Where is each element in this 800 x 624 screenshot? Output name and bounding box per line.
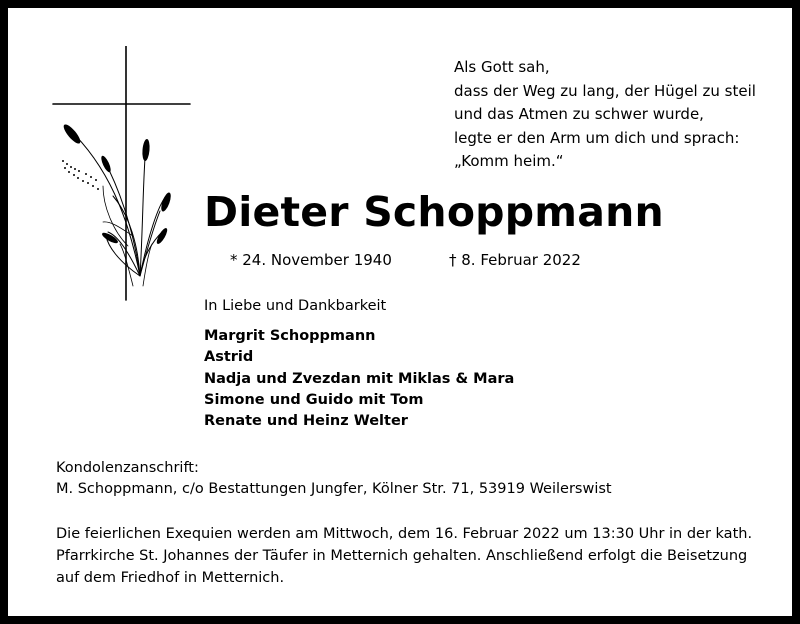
cross-with-wheat-icon bbox=[48, 46, 198, 308]
mourner-name: Simone und Guido mit Tom bbox=[204, 391, 424, 408]
poem-line: dass der Weg zu lang, der Hügel zu steil bbox=[454, 81, 756, 100]
deceased-name: Dieter Schoppmann bbox=[204, 188, 664, 236]
poem-line: legte er den Arm um dich und sprach: bbox=[454, 128, 740, 147]
mourner-name: Renate und Heinz Welter bbox=[204, 413, 408, 430]
condolence-address bbox=[56, 458, 612, 500]
condolence-address-text: M. Schoppmann, c/o Bestattungen Jungfer, Kölner Str. 71, 53919 Weilerswist bbox=[56, 481, 612, 497]
service-line: Pfarrkirche St. Johannes der Täufer in Metternich gehalten. Anschließend erfolgt die Beisetzung bbox=[56, 548, 748, 564]
mourner-name: Astrid bbox=[204, 349, 254, 366]
poem-line: „Komm heim.“ bbox=[454, 152, 564, 170]
mourners-list bbox=[204, 326, 514, 432]
poem-line: und das Atmen zu schwer wurde, bbox=[454, 105, 704, 123]
poem-line: Als Gott sah, bbox=[454, 58, 550, 76]
poem bbox=[454, 56, 756, 174]
mourner-name: Nadja und Zvezdan mit Miklas & Mara bbox=[204, 370, 515, 387]
mourner-name: Margrit Schoppmann bbox=[204, 328, 376, 344]
birth-date: * 24. November 1940 bbox=[230, 251, 392, 269]
death-date: † 8. Februar 2022 bbox=[449, 251, 581, 269]
funeral-service-notice bbox=[56, 523, 756, 589]
mourners-intro: In Liebe und Dankbarkeit bbox=[204, 298, 387, 314]
condolence-label: Kondolenzanschrift: bbox=[56, 460, 199, 476]
service-line: Die feierlichen Exequien werden am Mittwoch, dem 16. Februar 2022 um 13:30 Uhr in der kath. bbox=[56, 526, 753, 542]
service-line: auf dem Friedhof in Metternich. bbox=[56, 570, 285, 586]
